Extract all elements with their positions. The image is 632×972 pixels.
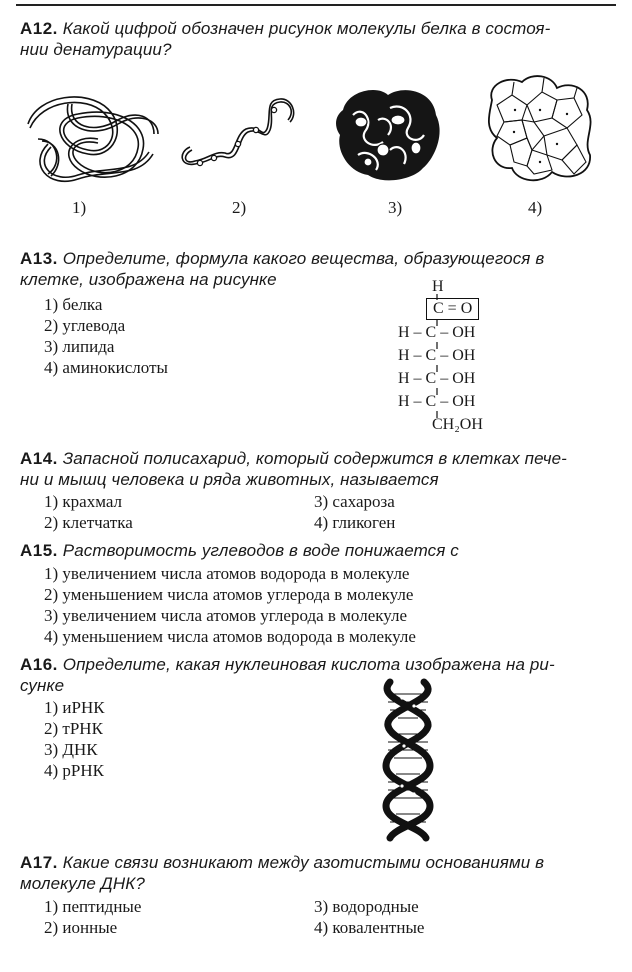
formula-row: H – C – OH: [398, 393, 476, 410]
formula-row: H – C – OH: [398, 347, 476, 364]
question-text-cont: клетке, изображена на рисунке: [20, 270, 277, 289]
figure-label-1: 1): [72, 198, 87, 217]
protein-figure-3: [328, 80, 448, 190]
figure-label-2: 2): [232, 198, 247, 217]
answer-option-2[interactable]: 2) клетчатка: [44, 513, 133, 532]
formula-row: H – C – OH: [398, 324, 476, 341]
answer-option-4[interactable]: 4) аминокислоты: [44, 358, 168, 377]
answer-option-2[interactable]: 2) тРНК: [44, 719, 103, 738]
dna-helix-figure: [374, 680, 444, 840]
formula-top-h: H: [432, 278, 444, 295]
question-a15: [20, 540, 610, 561]
formula-carbonyl-box: C = O: [426, 298, 479, 320]
protein-figure-4: [482, 70, 602, 190]
protein-figure-2: [170, 92, 305, 182]
answer-option-3[interactable]: 3) сахароза: [314, 492, 395, 511]
question-number: А15.: [20, 541, 58, 560]
figure-label-4: 4): [528, 198, 543, 217]
question-a12: [20, 18, 610, 60]
answer-option-2[interactable]: 2) ионные: [44, 918, 118, 937]
answer-option-3[interactable]: 3) водородные: [314, 897, 419, 916]
question-number: А17.: [20, 853, 58, 872]
answer-option-1[interactable]: 1) иРНК: [44, 698, 105, 717]
answer-option-2[interactable]: 2) уменьшением числа атомов углерода в молекуле: [44, 585, 414, 604]
question-text-cont: ни и мышц человека и ряда животных, называется: [20, 470, 439, 489]
question-a13: [20, 248, 610, 290]
answer-option-1[interactable]: 1) белка: [44, 295, 103, 314]
formula-bottom: CH₂OH: [432, 416, 483, 433]
answer-option-3[interactable]: 3) ДНК: [44, 740, 98, 759]
answer-option-1[interactable]: 1) увеличением числа атомов водорода в молекуле: [44, 564, 410, 583]
question-a17: [20, 852, 610, 894]
question-text: Растворимость углеводов в воде понижается с: [62, 541, 459, 560]
answer-option-4[interactable]: 4) рРНК: [44, 761, 104, 780]
question-text: Какой цифрой обозначен рисунок молекулы белка в состоя-: [62, 19, 551, 38]
question-text-cont: нии денатурации?: [20, 40, 172, 59]
question-text: Какие связи возникают между азотистыми основаниями в: [62, 853, 545, 872]
answer-option-1[interactable]: 1) крахмал: [44, 492, 123, 511]
question-text-cont: молекуле ДНК?: [20, 874, 145, 893]
question-number: А14.: [20, 449, 58, 468]
question-text: Запасной полисахарид, который содержится в клетках пече-: [62, 449, 567, 468]
question-number: А16.: [20, 655, 58, 674]
answer-option-3[interactable]: 3) липида: [44, 337, 115, 356]
formula-bonds: [396, 276, 516, 441]
answer-option-2[interactable]: 2) углевода: [44, 316, 126, 335]
answer-option-4[interactable]: 4) гликоген: [314, 513, 396, 532]
question-number: А13.: [20, 249, 58, 268]
answer-option-1[interactable]: 1) пептидные: [44, 897, 142, 916]
question-a14: [20, 448, 610, 490]
question-number: А12.: [20, 19, 58, 38]
answer-option-3[interactable]: 3) увеличением числа атомов углерода в молекуле: [44, 606, 408, 625]
figure-label-3: 3): [388, 198, 403, 217]
protein-figure-1: [18, 84, 168, 194]
question-text-cont: сунке: [20, 676, 65, 695]
answer-option-4[interactable]: 4) уменьшением числа атомов водорода в молекуле: [44, 627, 416, 646]
question-text: Определите, формула какого вещества, образующегося в: [62, 249, 545, 268]
question-a16: [20, 654, 610, 696]
question-text: Определите, какая нуклеиновая кислота изображена на ри-: [62, 655, 555, 674]
answer-option-4[interactable]: 4) ковалентные: [314, 918, 425, 937]
formula-row: H – C – OH: [398, 370, 476, 387]
top-rule: [16, 4, 616, 6]
